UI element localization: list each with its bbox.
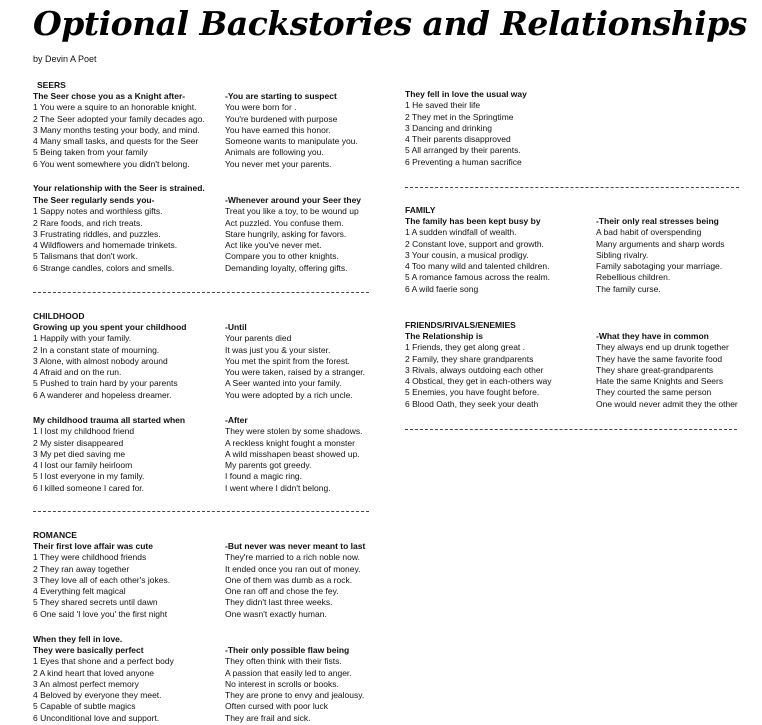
list-item: 4 Everything felt magical (33, 586, 126, 597)
seers-table-b-left (33, 195, 177, 274)
section-divider (33, 292, 369, 293)
family-table-right (596, 216, 725, 295)
column-header: -Until (225, 322, 247, 332)
list-item: 6 One said 'I love you' the first night (33, 608, 168, 619)
childhood-table-b-left (33, 415, 185, 494)
list-item: Treat you like a toy, to be wound up (225, 206, 359, 217)
section-heading-childhood: CHILDHOOD (33, 311, 85, 321)
list-item: 6 Blood Oath, they seek your death (405, 398, 539, 409)
list-item: A Seer wanted into your family. (225, 378, 342, 389)
column-header: The Seer regularly sends you- (33, 195, 155, 205)
list-item: 3 Alone, with almost nobody around (33, 355, 168, 366)
list-item: 3 Many months testing your body, and mind. (33, 124, 200, 135)
list-item: 4 Wildflowers and homemade trinkets. (33, 240, 178, 251)
byline: by Devin A Poet (33, 54, 97, 64)
seers-intro: Your relationship with the Seer is strained. (33, 183, 205, 193)
column-header: Their first love affair was cute (33, 541, 153, 551)
list-item: 1 He saved their life (405, 100, 481, 111)
list-item: Many arguments and sharp words (596, 238, 725, 249)
childhood-table-a-left (33, 322, 186, 401)
list-item: 1 Happily with your family. (33, 333, 132, 344)
list-item: My parents got greedy. (225, 460, 312, 471)
list-item: Your parents died (225, 333, 292, 344)
list-item: 5 Enemies, you have fought before. (405, 387, 540, 398)
column-header: They fell in love the usual way (405, 89, 527, 99)
list-item: Hate the same Knights and Seers (596, 376, 724, 387)
list-item: You met the spirit from the forest. (225, 355, 350, 366)
section-divider (33, 511, 369, 512)
list-item: One ran off and chose the fey. (225, 586, 339, 597)
family-table-left (405, 216, 550, 295)
list-item: You're burdened with purpose (225, 113, 338, 124)
list-item: It was just you & your sister. (225, 344, 331, 355)
section-heading-friends: FRIENDS/RIVALS/ENEMIES (405, 320, 516, 330)
seers-table-b-right (225, 195, 361, 274)
section-divider (405, 429, 737, 430)
list-item: 6 A wanderer and hopeless dreamer. (33, 389, 172, 400)
seers-table-a-right (225, 91, 358, 170)
page-title: Optional Backstories and Relationships (33, 4, 747, 43)
list-item: 6 I killed someone I cared for. (33, 482, 145, 493)
friends-table-right (596, 331, 738, 410)
list-item: 2 A kind heart that loved anyone (33, 667, 154, 678)
list-item: They courted the same person (596, 387, 712, 398)
list-item: 1 Sappy notes and worthless gifts. (33, 206, 163, 217)
section-heading-family: FAMILY (405, 205, 436, 215)
romance-intro: When they fell in love. (33, 634, 123, 644)
list-item: They didn't last three weeks. (225, 597, 333, 608)
list-item: 1 Friends, they get along great . (405, 342, 526, 353)
list-item: 1 You were a squire to an honorable knight. (33, 102, 197, 113)
list-item: 5 Pushed to train hard by your parents (33, 378, 178, 389)
list-item: 4 Their parents disapproved (405, 134, 511, 145)
usual-way-list (405, 89, 527, 168)
romance-table-a-left (33, 541, 170, 620)
section-divider (405, 187, 739, 188)
column-header: They were basically perfect (33, 645, 144, 655)
list-item: They're married to a rich noble now. (225, 552, 360, 563)
list-item: They have the same favorite food (596, 353, 723, 364)
list-item: They often think with their fists. (225, 656, 342, 667)
list-item: 3 My pet died saving me (33, 448, 126, 459)
list-item: Animals are following you. (225, 147, 324, 158)
list-item: 6 Preventing a human sacrifice (405, 156, 522, 167)
list-item: 3 Rivals, always outdoing each other (405, 364, 544, 375)
childhood-table-a-right (225, 322, 365, 401)
list-item: You have earned this honor. (225, 124, 331, 135)
list-item: 2 Constant love, support and growth. (405, 238, 544, 249)
list-item: I found a magic ring. (225, 471, 303, 482)
list-item: 4 Afraid and on the run. (33, 367, 122, 378)
list-item: 2 They ran away together (33, 563, 130, 574)
list-item: 4 Obstical, they get in each-others way (405, 376, 552, 387)
list-item: 5 A romance famous across the realm. (405, 272, 551, 283)
list-item: A wild misshapen beast showed up. (225, 448, 360, 459)
list-item: You were born for . (225, 102, 297, 113)
list-item: Family sabotaging your marriage. (596, 261, 723, 272)
list-item: They share great-grandparents (596, 364, 714, 375)
list-item: 1 Eyes that shone and a perfect body (33, 656, 174, 667)
list-item: 3 Your cousin, a musical prodigy. (405, 249, 529, 260)
list-item: 4 Beloved by everyone they meet. (33, 690, 162, 701)
column-header: The family has been kept busy by (405, 216, 541, 226)
list-item: They are frail and sick. (225, 712, 311, 723)
list-item: A passion that easily led to anger. (225, 667, 352, 678)
list-item: Act like you've never met. (225, 240, 322, 251)
list-item: 5 I lost everyone in my family. (33, 471, 145, 482)
list-item: 3 They love all of each other's jokes. (33, 574, 171, 585)
list-item: 3 Dancing and drinking (405, 122, 492, 133)
seers-table-a-left (33, 91, 205, 170)
column-header: The Relationship is (405, 331, 483, 341)
list-item: Sibling rivalry. (596, 249, 649, 260)
column-header: My childhood trauma all started when (33, 415, 186, 425)
list-item: Rebellious children. (596, 272, 671, 283)
list-item: One of them was dumb as a rock. (225, 574, 353, 585)
column-header: -But never was never meant to last (225, 541, 366, 551)
section-heading-seers: SEERS (37, 80, 66, 90)
list-item: 6 You went somewhere you didn't belong. (33, 158, 190, 169)
list-item: 5 All arranged by their parents. (405, 145, 521, 156)
list-item: 5 Being taken from your family (33, 147, 148, 158)
column-header: -After (225, 415, 248, 425)
list-item: 2 My sister disappeared (33, 437, 124, 448)
list-item: 2 In a constant state of mourning. (33, 344, 160, 355)
list-item: 4 Too many wild and talented children. (405, 261, 550, 272)
romance-table-b-left (33, 645, 174, 724)
list-item: You were adopted by a rich uncle. (225, 389, 353, 400)
list-item: You never met your parents. (225, 158, 332, 169)
list-item: They were stolen by some shadows. (225, 426, 363, 437)
list-item: 2 Family, they share grandparents (405, 353, 534, 364)
column-header: -Whenever around your Seer they (225, 195, 362, 205)
list-item: 4 I lost our family heirloom (33, 460, 133, 471)
list-item: Demanding loyalty, offering gifts. (225, 262, 348, 273)
list-item: 3 Frustrating riddles, and puzzles. (33, 228, 161, 239)
list-item: 1 I lost my childhood friend (33, 426, 135, 437)
romance-table-a-right (225, 541, 365, 620)
list-item: 5 They shared secrets until dawn (33, 597, 158, 608)
list-item: 5 Talismans that don't work. (33, 251, 138, 262)
list-item: Someone wants to manipulate you. (225, 136, 358, 147)
list-item: Often cursed with poor luck (225, 701, 328, 712)
list-item: It ended once you ran out of money. (225, 563, 361, 574)
column-header: -Their only possible flaw being (225, 645, 350, 655)
list-item: 4 Many small tasks, and quests for the Seer (33, 136, 199, 147)
childhood-table-b-right (225, 415, 362, 494)
list-item: 1 They were childhood friends (33, 552, 147, 563)
column-header: -Their only real stresses being (596, 216, 719, 226)
list-item: 6 Strange candles, colors and smells. (33, 262, 175, 273)
list-item: 2 The Seer adopted your family decades ago. (33, 113, 205, 124)
list-item: 2 They met in the Springtime (405, 111, 514, 122)
list-item: 3 An almost perfect memory (33, 678, 139, 689)
list-item: They are prone to envy and jealousy. (225, 690, 365, 701)
list-item: Compare you to other knights. (225, 251, 339, 262)
romance-table-b-right (225, 645, 364, 724)
list-item: Stare hungrily, asking for favors. (225, 228, 347, 239)
friends-table-left (405, 331, 551, 410)
section-heading-romance: ROMANCE (33, 530, 77, 540)
list-item: Act puzzled. You confuse them. (225, 217, 344, 228)
list-item: No interest in scrolls or books. (225, 678, 339, 689)
list-item: A bad habit of overspending (596, 227, 702, 238)
list-item: You were taken, raised by a stranger. (225, 367, 366, 378)
column-header: -What they have in common (596, 331, 709, 341)
list-item: 2 Rare foods, and rich treats. (33, 217, 143, 228)
list-item: I went where I didn't belong. (225, 482, 331, 493)
list-item: 5 Capable of subtle magics (33, 701, 136, 712)
column-header: Growing up you spent your childhood (33, 322, 187, 332)
list-item: 1 A sudden windfall of wealth. (405, 227, 517, 238)
list-item: One would never admit they the other (596, 398, 738, 409)
list-item: They always end up drunk together (596, 342, 729, 353)
list-item: 6 A wild faerie song (405, 283, 479, 294)
column-header: -You are starting to suspect (225, 91, 337, 101)
column-header: The Seer chose you as a Knight after- (33, 91, 186, 101)
list-item: One wasn't exactly human. (225, 608, 327, 619)
list-item: A reckless knight fought a monster (225, 437, 355, 448)
list-item: 6 Unconditional love and support. (33, 712, 160, 723)
list-item: The family curse. (596, 283, 661, 294)
